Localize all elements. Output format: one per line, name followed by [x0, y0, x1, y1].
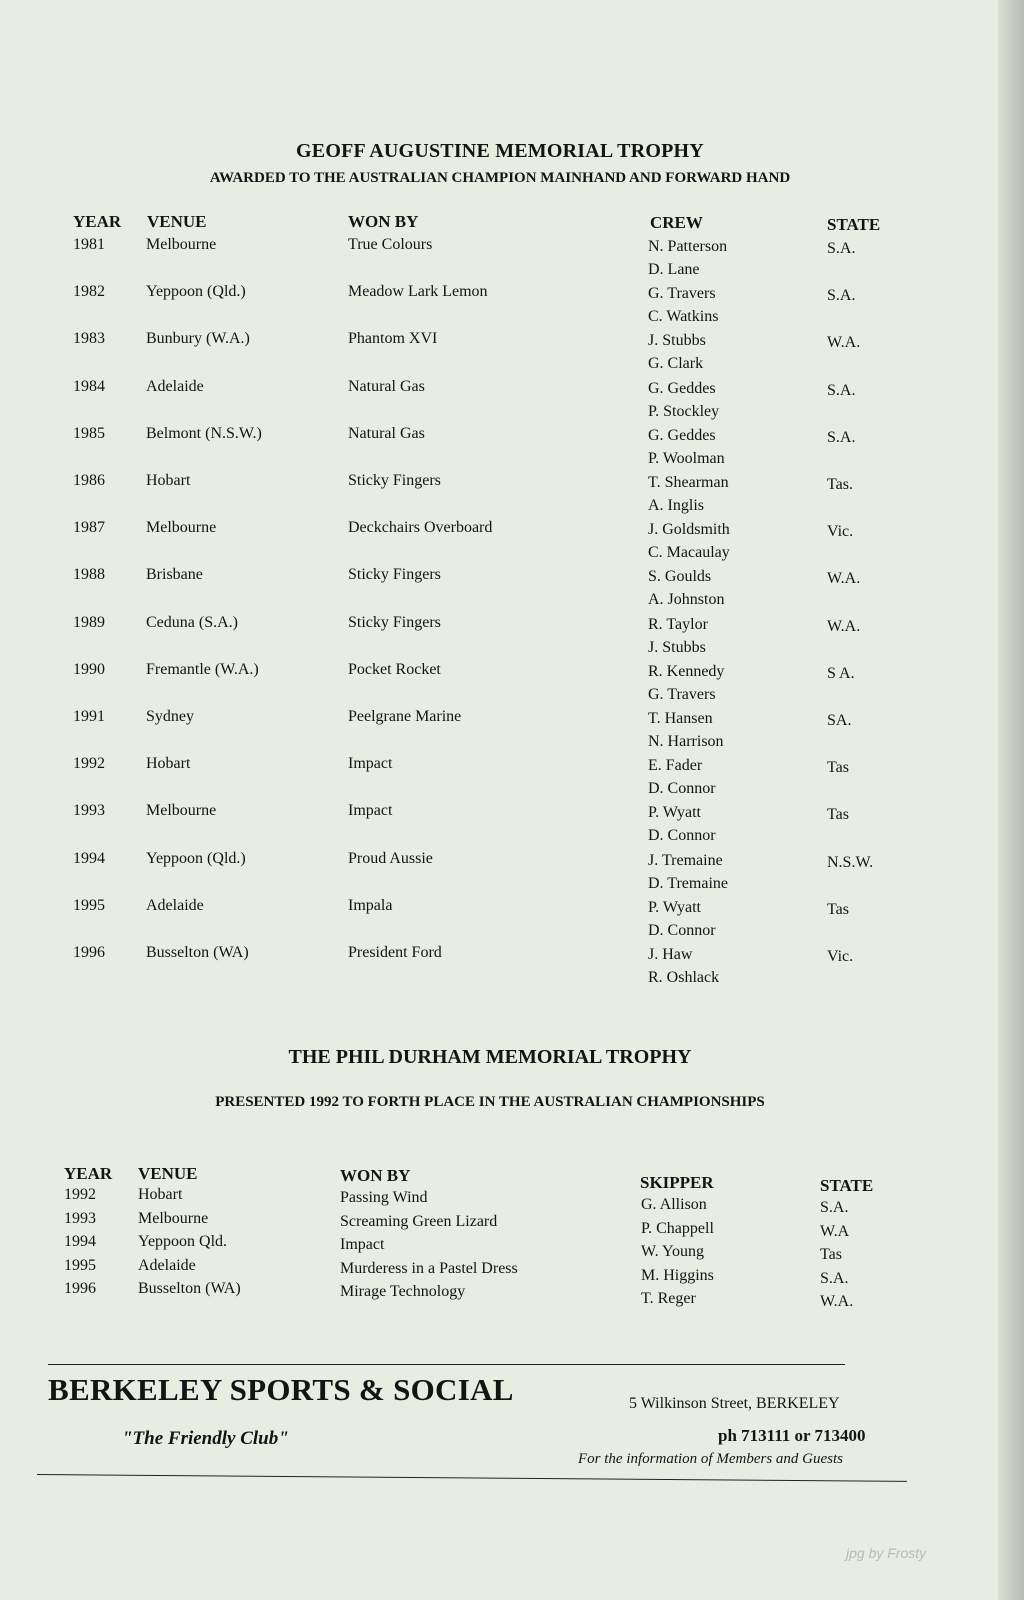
venue-cell: Melbourne	[146, 519, 217, 537]
state-cell: Tas	[827, 806, 849, 824]
crew-cell: D. Tremaine	[648, 874, 728, 892]
venue-cell: Hobart	[146, 472, 191, 489]
venue-cell: Yeppoon (Qld.)	[146, 849, 246, 867]
won-by-cell: Deckchairs Overboard	[348, 519, 493, 537]
crew-cell: A. Inglis	[648, 497, 704, 514]
year-cell: 1982	[73, 283, 105, 301]
trophy2-header-state: STATE	[820, 1176, 874, 1195]
won-by-cell: Pocket Rocket	[348, 660, 441, 678]
venue-cell: Adelaide	[146, 896, 204, 914]
won-by-cell: Impala	[348, 896, 393, 914]
state-cell: W.A.	[827, 570, 861, 588]
venue-cell: Adelaide	[146, 377, 204, 395]
crew-cell: J. Stubbs	[648, 332, 706, 350]
crew-cell: G. Travers	[648, 285, 716, 303]
state-cell: S.A.	[827, 381, 856, 399]
crew-cell: A. Johnston	[648, 591, 725, 609]
year-cell: 1983	[73, 330, 105, 348]
crew-cell: C. Macaulay	[648, 544, 730, 562]
year-cell: 1991	[73, 708, 105, 725]
trophy2-header-won-by: WON BY	[340, 1166, 411, 1185]
crew-cell: T. Hansen	[648, 710, 713, 727]
footer-bottom-rule	[37, 1474, 907, 1482]
trophy1-title: GEOFF AUGUSTINE MEMORIAL TROPHY	[296, 140, 704, 162]
won-by-cell: Passing Wind	[340, 1189, 428, 1206]
skipper-cell: M. Higgins	[641, 1266, 714, 1284]
crew-cell: D. Connor	[648, 921, 716, 939]
skipper-cell: G. Allison	[641, 1196, 707, 1213]
venue-cell: Busselton (WA)	[138, 1280, 241, 1298]
crew-cell: P. Woolman	[648, 449, 725, 467]
state-cell: Vic.	[827, 523, 854, 541]
state-cell: W.A.	[827, 334, 861, 352]
venue-cell: Fremantle (W.A.)	[146, 660, 259, 678]
club-tagline: "The Friendly Club"	[122, 1428, 289, 1449]
venue-cell: Adelaide	[138, 1256, 196, 1274]
won-by-cell: Phantom XVI	[348, 330, 438, 348]
venue-cell: Melbourne	[146, 802, 217, 820]
state-cell: W.A	[820, 1222, 850, 1240]
crew-cell: G. Travers	[648, 685, 716, 703]
crew-cell: J. Tremaine	[648, 851, 723, 869]
venue-cell: Hobart	[138, 1186, 183, 1203]
year-cell: 1984	[73, 377, 105, 395]
year-cell: 1995	[64, 1256, 96, 1274]
venue-cell: Brisbane	[146, 566, 203, 584]
year-cell: 1993	[73, 802, 105, 820]
year-cell: 1992	[73, 755, 105, 773]
won-by-cell: Natural Gas	[348, 424, 425, 442]
trophy2-subtitle: PRESENTED 1992 TO FORTH PLACE IN THE AUSTRALIAN CHAMPIONSHIPS	[215, 1094, 765, 1110]
trophy1-header-state: STATE	[827, 215, 881, 234]
state-cell: S.A.	[827, 287, 856, 305]
club-address: 5 Wilkinson Street, BERKELEY	[629, 1395, 840, 1412]
club-name: BERKELEY SPORTS & SOCIAL	[48, 1372, 514, 1407]
trophy1-header-crew: CREW	[650, 213, 703, 232]
club-info: For the information of Members and Guests	[578, 1451, 843, 1467]
crew-cell: P. Wyatt	[648, 804, 701, 822]
crew-cell: N. Patterson	[648, 238, 728, 255]
state-cell: S.A.	[827, 240, 856, 257]
footer-top-rule	[48, 1364, 845, 1365]
state-cell: Tas	[820, 1246, 842, 1264]
venue-cell: Yeppoon (Qld.)	[146, 283, 246, 301]
page-edge-shadow	[998, 0, 1024, 1600]
venue-cell: Belmont (N.S.W.)	[146, 424, 262, 442]
crew-cell: R. Taylor	[648, 615, 708, 633]
year-cell: 1995	[73, 896, 105, 914]
venue-cell: Yeppoon Qld.	[138, 1233, 228, 1251]
won-by-cell: Peelgrane Marine	[348, 708, 462, 725]
state-cell: S.A.	[820, 1199, 849, 1216]
year-cell: 1992	[64, 1186, 96, 1203]
crew-cell: J. Stubbs	[648, 638, 706, 656]
won-by-cell: True Colours	[348, 236, 433, 253]
state-cell: S A.	[827, 664, 855, 682]
year-cell: 1994	[64, 1233, 96, 1251]
year-cell: 1981	[73, 236, 105, 253]
won-by-cell: Sticky Fingers	[348, 566, 441, 584]
won-by-cell: Impact	[340, 1236, 385, 1254]
state-cell: S.A.	[820, 1269, 849, 1287]
state-cell: Tas	[827, 900, 849, 918]
trophy1-subtitle: AWARDED TO THE AUSTRALIAN CHAMPION MAINHAND AND FORWARD HAND	[209, 170, 791, 186]
crew-cell: C. Watkins	[648, 308, 719, 326]
club-phone: ph 713111 or 713400	[718, 1426, 866, 1445]
crew-cell: N. Harrison	[648, 733, 724, 750]
state-cell: W.A.	[827, 617, 861, 635]
won-by-cell: Meadow Lark Lemon	[348, 283, 488, 301]
year-cell: 1986	[73, 472, 105, 489]
year-cell: 1994	[73, 849, 105, 867]
state-cell: W.A.	[820, 1293, 854, 1311]
state-cell: Tas.	[827, 476, 853, 493]
year-cell: 1988	[73, 566, 105, 584]
crew-cell: E. Fader	[648, 757, 703, 775]
won-by-cell: Impact	[348, 802, 393, 820]
crew-cell: P. Wyatt	[648, 898, 701, 916]
year-cell: 1993	[64, 1209, 96, 1227]
venue-cell: Busselton (WA)	[146, 944, 249, 961]
won-by-cell: Screaming Green Lizard	[340, 1212, 498, 1230]
crew-cell: D. Connor	[648, 827, 716, 845]
skipper-cell: P. Chappell	[641, 1219, 714, 1237]
year-cell: 1985	[73, 424, 105, 442]
won-by-cell: Mirage Technology	[340, 1283, 466, 1301]
year-cell: 1990	[73, 660, 105, 678]
trophy1-header-won-by: WON BY	[348, 212, 419, 231]
venue-cell: Sydney	[146, 708, 194, 725]
state-cell: S.A.	[827, 428, 856, 446]
crew-cell: D. Connor	[648, 780, 716, 798]
trophy2-title: THE PHIL DURHAM MEMORIAL TROPHY	[288, 1046, 692, 1068]
state-cell: Tas	[827, 759, 849, 777]
image-credit: jpg by Frosty	[846, 1545, 927, 1561]
won-by-cell: Natural Gas	[348, 377, 425, 395]
crew-cell: G. Geddes	[648, 379, 716, 397]
crew-cell: J. Goldsmith	[648, 521, 730, 539]
crew-cell: R. Oshlack	[648, 969, 720, 986]
won-by-cell: President Ford	[348, 944, 442, 961]
trophy2-header-year: YEAR	[64, 1164, 113, 1183]
venue-cell: Melbourne	[146, 236, 217, 253]
crew-cell: G. Clark	[648, 355, 704, 373]
won-by-cell: Sticky Fingers	[348, 613, 441, 631]
won-by-cell: Sticky Fingers	[348, 472, 441, 489]
trophy2-header-skipper: SKIPPER	[640, 1173, 714, 1192]
venue-cell: Ceduna (S.A.)	[146, 613, 238, 631]
state-cell: Vic.	[827, 948, 854, 965]
crew-cell: R. Kennedy	[648, 662, 725, 680]
year-cell: 1996	[64, 1280, 96, 1298]
state-cell: SA.	[827, 712, 852, 729]
skipper-cell: T. Reger	[641, 1290, 696, 1308]
crew-cell: G. Geddes	[648, 426, 716, 444]
crew-cell: T. Shearman	[648, 474, 729, 491]
venue-cell: Melbourne	[138, 1209, 209, 1227]
skipper-cell: W. Young	[641, 1243, 704, 1261]
won-by-cell: Proud Aussie	[348, 849, 433, 867]
crew-cell: S. Goulds	[648, 568, 712, 586]
trophy2-header-venue: VENUE	[138, 1164, 198, 1183]
won-by-cell: Murderess in a Pastel Dress	[340, 1259, 518, 1277]
crew-cell: J. Haw	[648, 946, 693, 963]
trophy1-header-year: YEAR	[73, 212, 122, 231]
state-cell: N.S.W.	[827, 853, 874, 871]
year-cell: 1996	[73, 944, 105, 961]
venue-cell: Hobart	[146, 755, 191, 773]
year-cell: 1989	[73, 613, 105, 631]
trophy1-header-venue: VENUE	[147, 212, 207, 231]
won-by-cell: Impact	[348, 755, 393, 773]
year-cell: 1987	[73, 519, 105, 537]
venue-cell: Bunbury (W.A.)	[146, 330, 250, 348]
crew-cell: P. Stockley	[648, 402, 720, 420]
crew-cell: D. Lane	[648, 261, 700, 278]
